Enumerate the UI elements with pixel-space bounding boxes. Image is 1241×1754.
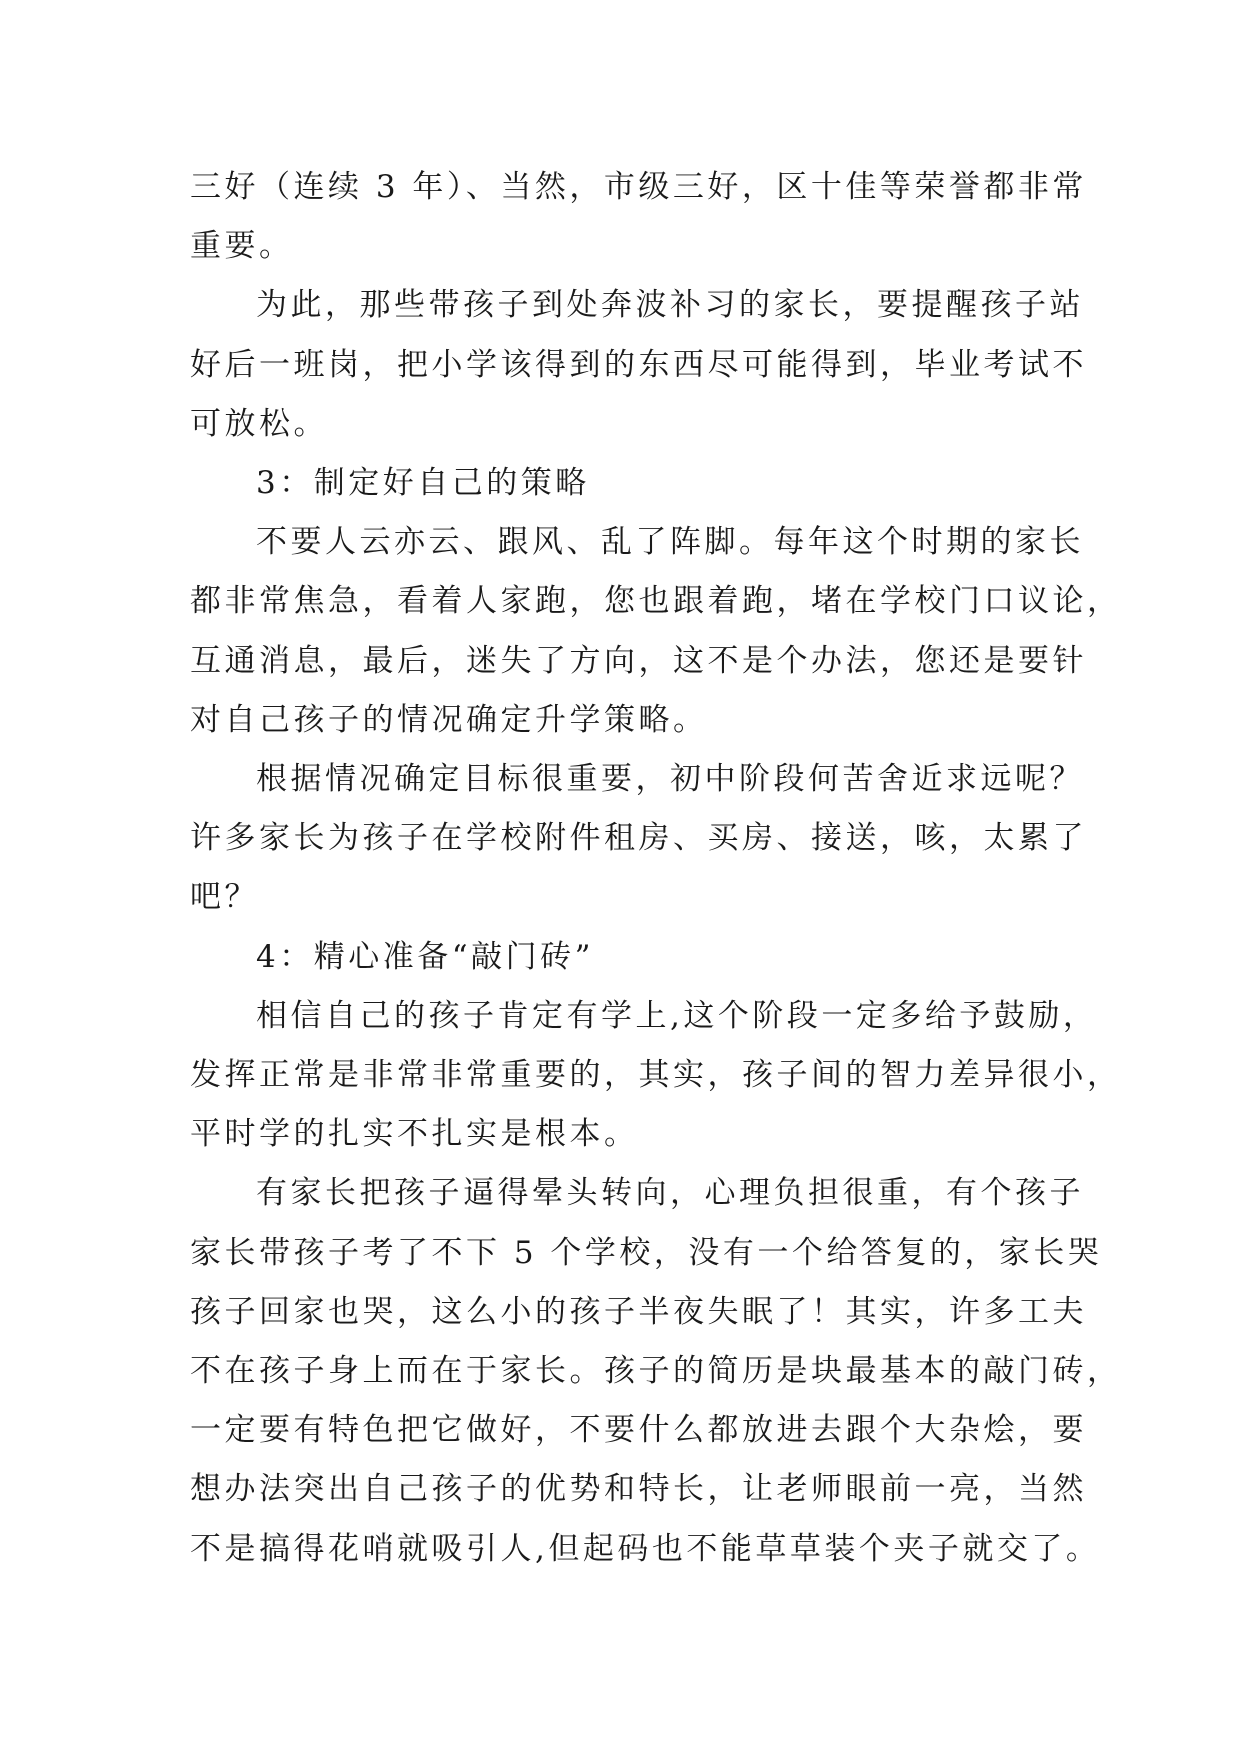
text-line: 可放松。 [190, 405, 328, 442]
text-line: 吧？ [190, 879, 259, 916]
text-line: 家长带孩子考了不下 5 个学校，没有一个给答复的，家长哭 [190, 1234, 1103, 1271]
text-line: 三好（连续 3 年）、当然，市级三好，区十佳等荣誉都非常 [190, 169, 1087, 205]
document-body [190, 158, 1122, 1579]
text-line: 互通消息，最后，迷失了方向，这不是个办法，您还是要针 [190, 642, 1087, 679]
paragraph-goals [190, 750, 1087, 928]
text-line: 都非常焦急，看着人家跑，您也跟着跑，堵在学校门口议论， [190, 583, 1122, 620]
heading-line: 3：制定好自己的策略 [256, 465, 590, 502]
text-line: 好后一班岗，把小学该得到的东西尽可能得到，毕业考试不 [190, 346, 1087, 383]
text-line: 许多家长为孩子在学校附件租房、买房、接送，咳，太累了 [190, 820, 1087, 857]
text-line: 重要。 [190, 228, 294, 265]
text-line: 想办法突出自己孩子的优势和特长，让老师眼前一亮，当然 [190, 1471, 1087, 1508]
paragraph-strategy [190, 513, 1122, 750]
section-heading-4 [190, 928, 1050, 987]
text-line: 对自己孩子的情况确定升学策略。 [190, 701, 708, 738]
paragraph-honors [190, 158, 1087, 276]
text-line: 平时学的扎实不扎实是根本。 [190, 1116, 639, 1153]
paragraph-resume [190, 1164, 1122, 1578]
paragraph-remind-parents [190, 276, 1087, 454]
text-line: 不要人云亦云、跟风、乱了阵脚。每年这个时期的家长 [256, 524, 1084, 561]
text-line: 一定要有特色把它做好，不要什么都放进去跟个大杂烩，要 [190, 1412, 1087, 1449]
heading-line: 4：精心准备“敲门砖” [256, 938, 594, 975]
section-heading-3 [190, 454, 1050, 513]
text-line: 为此，那些带孩子到处奔波补习的家长，要提醒孩子站 [256, 287, 1084, 324]
text-line: 相信自己的孩子肯定有学上,这个阶段一定多给予鼓励， [256, 997, 1098, 1034]
paragraph-encourage [190, 987, 1122, 1165]
text-line: 发挥正常是非常非常重要的，其实，孩子间的智力差异很小， [190, 1057, 1122, 1094]
text-line: 不是搞得花哨就吸引人,但起码也不能草草装个夹子就交了。 [190, 1530, 1101, 1567]
text-line: 根据情况确定目标很重要，初中阶段何苦舍近求远呢？ [256, 761, 1084, 798]
text-line: 孩子回家也哭，这么小的孩子半夜失眠了！其实，许多工夫 [190, 1293, 1087, 1330]
text-line: 有家长把孩子逼得晕头转向，心理负担很重，有个孩子 [256, 1175, 1084, 1212]
text-line: 不在孩子身上而在于家长。孩子的简历是块最基本的敲门砖， [190, 1353, 1122, 1390]
